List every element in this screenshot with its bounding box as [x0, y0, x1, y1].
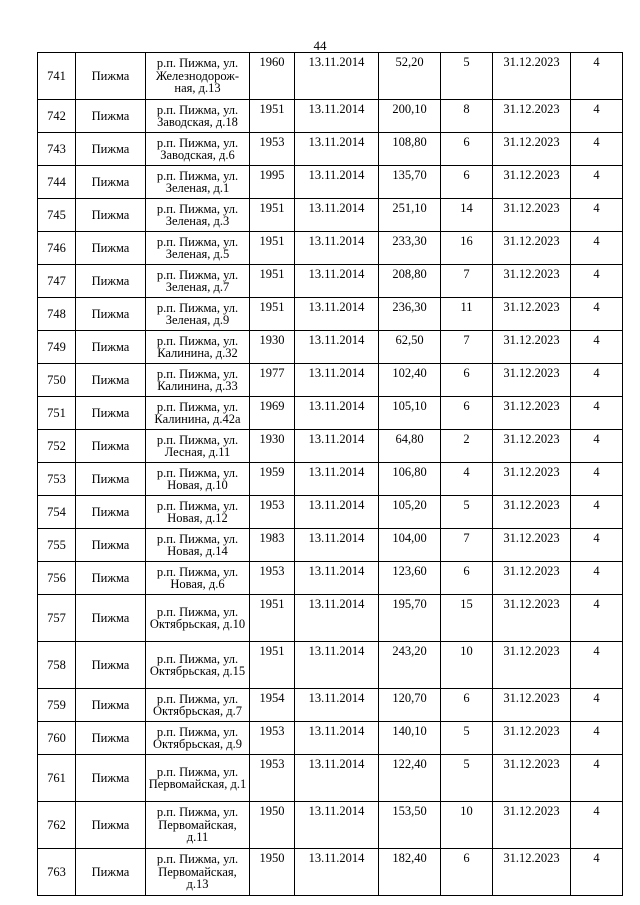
- living-area: 102,40: [379, 364, 441, 397]
- residents-count: 11: [441, 298, 493, 331]
- house-address: р.п. Пижма, ул. Первомайская, д.11: [146, 802, 250, 849]
- stage-number: 4: [571, 849, 623, 896]
- planned-resettlement-date: 31.12.2023: [493, 364, 571, 397]
- residents-count: 6: [441, 689, 493, 722]
- table-row: [38, 430, 623, 463]
- page-number: 44: [313, 38, 327, 53]
- row-number: 760: [38, 722, 76, 755]
- house-address: р.п. Пижма, ул. Зеленая, д.9: [146, 298, 250, 331]
- recognition-date: 13.11.2014: [295, 397, 379, 430]
- house-address: р.п. Пижма, ул. Зеленая, д.7: [146, 265, 250, 298]
- locality-name: Пижма: [76, 430, 146, 463]
- planned-resettlement-date: 31.12.2023: [493, 133, 571, 166]
- recognition-date: 13.11.2014: [295, 298, 379, 331]
- build-year: 1959: [250, 463, 295, 496]
- recognition-date: 13.11.2014: [295, 53, 379, 100]
- row-number: 754: [38, 496, 76, 529]
- recognition-date: 13.11.2014: [295, 430, 379, 463]
- planned-resettlement-date: 31.12.2023: [493, 100, 571, 133]
- locality-name: Пижма: [76, 133, 146, 166]
- locality-name: Пижма: [76, 298, 146, 331]
- residents-count: 5: [441, 722, 493, 755]
- residents-count: 6: [441, 166, 493, 199]
- living-area: 52,20: [379, 53, 441, 100]
- planned-resettlement-date: 31.12.2023: [493, 199, 571, 232]
- house-address: р.п. Пижма, ул. Зеленая, д.5: [146, 232, 250, 265]
- row-number: 759: [38, 689, 76, 722]
- recognition-date: 13.11.2014: [295, 689, 379, 722]
- row-number: 761: [38, 755, 76, 802]
- table-row: [38, 722, 623, 755]
- residents-count: 8: [441, 100, 493, 133]
- row-number: 751: [38, 397, 76, 430]
- housing-registry-table: [37, 52, 623, 896]
- build-year: 1951: [250, 265, 295, 298]
- build-year: 1977: [250, 364, 295, 397]
- living-area: 251,10: [379, 199, 441, 232]
- recognition-date: 13.11.2014: [295, 722, 379, 755]
- table-row: [38, 364, 623, 397]
- stage-number: 4: [571, 133, 623, 166]
- row-number: 749: [38, 331, 76, 364]
- planned-resettlement-date: 31.12.2023: [493, 298, 571, 331]
- stage-number: 4: [571, 331, 623, 364]
- planned-resettlement-date: 31.12.2023: [493, 496, 571, 529]
- row-number: 752: [38, 430, 76, 463]
- row-number: 762: [38, 802, 76, 849]
- locality-name: Пижма: [76, 595, 146, 642]
- stage-number: 4: [571, 463, 623, 496]
- recognition-date: 13.11.2014: [295, 642, 379, 689]
- planned-resettlement-date: 31.12.2023: [493, 53, 571, 100]
- recognition-date: 13.11.2014: [295, 133, 379, 166]
- stage-number: 4: [571, 397, 623, 430]
- residents-count: 4: [441, 463, 493, 496]
- build-year: 1950: [250, 849, 295, 896]
- recognition-date: 13.11.2014: [295, 100, 379, 133]
- planned-resettlement-date: 31.12.2023: [493, 562, 571, 595]
- build-year: 1951: [250, 199, 295, 232]
- locality-name: Пижма: [76, 689, 146, 722]
- build-year: 1995: [250, 166, 295, 199]
- house-address: р.п. Пижма, ул. Октябрьская, д.7: [146, 689, 250, 722]
- planned-resettlement-date: 31.12.2023: [493, 849, 571, 896]
- recognition-date: 13.11.2014: [295, 496, 379, 529]
- row-number: 757: [38, 595, 76, 642]
- residents-count: 10: [441, 642, 493, 689]
- table-row: [38, 849, 623, 896]
- living-area: 122,40: [379, 755, 441, 802]
- living-area: 243,20: [379, 642, 441, 689]
- living-area: 195,70: [379, 595, 441, 642]
- build-year: 1951: [250, 232, 295, 265]
- table-row: [38, 529, 623, 562]
- house-address: р.п. Пижма, ул. Первомайская, д.1: [146, 755, 250, 802]
- house-address: р.п. Пижма, ул. Октябрьская, д.10: [146, 595, 250, 642]
- residents-count: 7: [441, 529, 493, 562]
- row-number: 755: [38, 529, 76, 562]
- planned-resettlement-date: 31.12.2023: [493, 397, 571, 430]
- table-row: [38, 463, 623, 496]
- table-row: [38, 199, 623, 232]
- table-row: [38, 298, 623, 331]
- living-area: 120,70: [379, 689, 441, 722]
- locality-name: Пижма: [76, 802, 146, 849]
- stage-number: 4: [571, 166, 623, 199]
- build-year: 1953: [250, 722, 295, 755]
- stage-number: 4: [571, 53, 623, 100]
- recognition-date: 13.11.2014: [295, 463, 379, 496]
- house-address: р.п. Пижма, ул. Новая, д.14: [146, 529, 250, 562]
- planned-resettlement-date: 31.12.2023: [493, 166, 571, 199]
- residents-count: 6: [441, 133, 493, 166]
- planned-resettlement-date: 31.12.2023: [493, 463, 571, 496]
- recognition-date: 13.11.2014: [295, 595, 379, 642]
- planned-resettlement-date: 31.12.2023: [493, 265, 571, 298]
- locality-name: Пижма: [76, 397, 146, 430]
- house-address: р.п. Пижма, ул. Лесная, д.11: [146, 430, 250, 463]
- house-address: р.п. Пижма, ул. Заводская, д.6: [146, 133, 250, 166]
- stage-number: 4: [571, 364, 623, 397]
- stage-number: 4: [571, 755, 623, 802]
- planned-resettlement-date: 31.12.2023: [493, 642, 571, 689]
- stage-number: 4: [571, 199, 623, 232]
- house-address: р.п. Пижма, ул. Новая, д.6: [146, 562, 250, 595]
- residents-count: 6: [441, 849, 493, 896]
- table-row: [38, 642, 623, 689]
- locality-name: Пижма: [76, 642, 146, 689]
- table-row: [38, 802, 623, 849]
- build-year: 1983: [250, 529, 295, 562]
- house-address: р.п. Пижма, ул. Новая, д.12: [146, 496, 250, 529]
- locality-name: Пижма: [76, 331, 146, 364]
- row-number: 756: [38, 562, 76, 595]
- house-address: р.п. Пижма, ул. Первомайская, д.13: [146, 849, 250, 896]
- locality-name: Пижма: [76, 463, 146, 496]
- build-year: 1930: [250, 430, 295, 463]
- table-row: [38, 100, 623, 133]
- row-number: 746: [38, 232, 76, 265]
- residents-count: 5: [441, 755, 493, 802]
- row-number: 753: [38, 463, 76, 496]
- build-year: 1954: [250, 689, 295, 722]
- residents-count: 2: [441, 430, 493, 463]
- stage-number: 4: [571, 430, 623, 463]
- build-year: 1930: [250, 331, 295, 364]
- house-address: р.п. Пижма, ул. Зеленая, д.1: [146, 166, 250, 199]
- recognition-date: 13.11.2014: [295, 529, 379, 562]
- living-area: 153,50: [379, 802, 441, 849]
- stage-number: 4: [571, 689, 623, 722]
- build-year: 1969: [250, 397, 295, 430]
- locality-name: Пижма: [76, 364, 146, 397]
- living-area: 208,80: [379, 265, 441, 298]
- build-year: 1953: [250, 496, 295, 529]
- planned-resettlement-date: 31.12.2023: [493, 595, 571, 642]
- living-area: 62,50: [379, 331, 441, 364]
- residents-count: 5: [441, 496, 493, 529]
- table-row: [38, 689, 623, 722]
- planned-resettlement-date: 31.12.2023: [493, 232, 571, 265]
- recognition-date: 13.11.2014: [295, 562, 379, 595]
- stage-number: 4: [571, 802, 623, 849]
- table-row: [38, 496, 623, 529]
- stage-number: 4: [571, 298, 623, 331]
- living-area: 233,30: [379, 232, 441, 265]
- residents-count: 15: [441, 595, 493, 642]
- locality-name: Пижма: [76, 529, 146, 562]
- stage-number: 4: [571, 265, 623, 298]
- living-area: 182,40: [379, 849, 441, 896]
- locality-name: Пижма: [76, 53, 146, 100]
- recognition-date: 13.11.2014: [295, 166, 379, 199]
- table-row: [38, 133, 623, 166]
- planned-resettlement-date: 31.12.2023: [493, 529, 571, 562]
- locality-name: Пижма: [76, 562, 146, 595]
- recognition-date: 13.11.2014: [295, 331, 379, 364]
- locality-name: Пижма: [76, 100, 146, 133]
- build-year: 1951: [250, 298, 295, 331]
- residents-count: 10: [441, 802, 493, 849]
- locality-name: Пижма: [76, 849, 146, 896]
- living-area: 105,20: [379, 496, 441, 529]
- table-row: [38, 331, 623, 364]
- house-address: р.п. Пижма, ул. Зеленая, д.3: [146, 199, 250, 232]
- row-number: 758: [38, 642, 76, 689]
- table-row: [38, 562, 623, 595]
- living-area: 123,60: [379, 562, 441, 595]
- build-year: 1951: [250, 595, 295, 642]
- recognition-date: 13.11.2014: [295, 802, 379, 849]
- living-area: 106,80: [379, 463, 441, 496]
- house-address: р.п. Пижма, ул. Железнодорож-ная, д.13: [146, 53, 250, 100]
- row-number: 763: [38, 849, 76, 896]
- recognition-date: 13.11.2014: [295, 755, 379, 802]
- living-area: 236,30: [379, 298, 441, 331]
- planned-resettlement-date: 31.12.2023: [493, 722, 571, 755]
- table-row: [38, 265, 623, 298]
- planned-resettlement-date: 31.12.2023: [493, 802, 571, 849]
- residents-count: 6: [441, 397, 493, 430]
- build-year: 1951: [250, 100, 295, 133]
- residents-count: 14: [441, 199, 493, 232]
- stage-number: 4: [571, 529, 623, 562]
- locality-name: Пижма: [76, 722, 146, 755]
- house-address: р.п. Пижма, ул. Октябрьская, д.9: [146, 722, 250, 755]
- build-year: 1951: [250, 642, 295, 689]
- row-number: 742: [38, 100, 76, 133]
- house-address: р.п. Пижма, ул. Заводская, д.18: [146, 100, 250, 133]
- living-area: 105,10: [379, 397, 441, 430]
- locality-name: Пижма: [76, 232, 146, 265]
- locality-name: Пижма: [76, 496, 146, 529]
- living-area: 200,10: [379, 100, 441, 133]
- locality-name: Пижма: [76, 755, 146, 802]
- locality-name: Пижма: [76, 199, 146, 232]
- living-area: 135,70: [379, 166, 441, 199]
- build-year: 1953: [250, 133, 295, 166]
- stage-number: 4: [571, 100, 623, 133]
- row-number: 745: [38, 199, 76, 232]
- residents-count: 7: [441, 331, 493, 364]
- residents-count: 6: [441, 562, 493, 595]
- living-area: 104,00: [379, 529, 441, 562]
- recognition-date: 13.11.2014: [295, 849, 379, 896]
- residents-count: 5: [441, 53, 493, 100]
- row-number: 744: [38, 166, 76, 199]
- house-address: р.п. Пижма, ул. Калинина, д.32: [146, 331, 250, 364]
- residents-count: 7: [441, 265, 493, 298]
- living-area: 140,10: [379, 722, 441, 755]
- table-row: [38, 397, 623, 430]
- table-row: [38, 232, 623, 265]
- recognition-date: 13.11.2014: [295, 265, 379, 298]
- residents-count: 16: [441, 232, 493, 265]
- living-area: 108,80: [379, 133, 441, 166]
- living-area: 64,80: [379, 430, 441, 463]
- build-year: 1960: [250, 53, 295, 100]
- planned-resettlement-date: 31.12.2023: [493, 430, 571, 463]
- table-row: [38, 595, 623, 642]
- row-number: 750: [38, 364, 76, 397]
- table-row: [38, 166, 623, 199]
- table-row: [38, 53, 623, 100]
- planned-resettlement-date: 31.12.2023: [493, 331, 571, 364]
- row-number: 743: [38, 133, 76, 166]
- house-address: р.п. Пижма, ул. Октябрьская, д.15: [146, 642, 250, 689]
- stage-number: 4: [571, 232, 623, 265]
- stage-number: 4: [571, 595, 623, 642]
- house-address: р.п. Пижма, ул. Калинина, д.42а: [146, 397, 250, 430]
- build-year: 1953: [250, 562, 295, 595]
- recognition-date: 13.11.2014: [295, 364, 379, 397]
- locality-name: Пижма: [76, 265, 146, 298]
- locality-name: Пижма: [76, 166, 146, 199]
- stage-number: 4: [571, 562, 623, 595]
- row-number: 741: [38, 53, 76, 100]
- planned-resettlement-date: 31.12.2023: [493, 689, 571, 722]
- build-year: 1953: [250, 755, 295, 802]
- row-number: 748: [38, 298, 76, 331]
- recognition-date: 13.11.2014: [295, 199, 379, 232]
- table-row: [38, 755, 623, 802]
- planned-resettlement-date: 31.12.2023: [493, 755, 571, 802]
- build-year: 1950: [250, 802, 295, 849]
- table-body: [38, 53, 623, 896]
- row-number: 747: [38, 265, 76, 298]
- recognition-date: 13.11.2014: [295, 232, 379, 265]
- stage-number: 4: [571, 722, 623, 755]
- house-address: р.п. Пижма, ул. Калинина, д.33: [146, 364, 250, 397]
- house-address: р.п. Пижма, ул. Новая, д.10: [146, 463, 250, 496]
- residents-count: 6: [441, 364, 493, 397]
- stage-number: 4: [571, 642, 623, 689]
- stage-number: 4: [571, 496, 623, 529]
